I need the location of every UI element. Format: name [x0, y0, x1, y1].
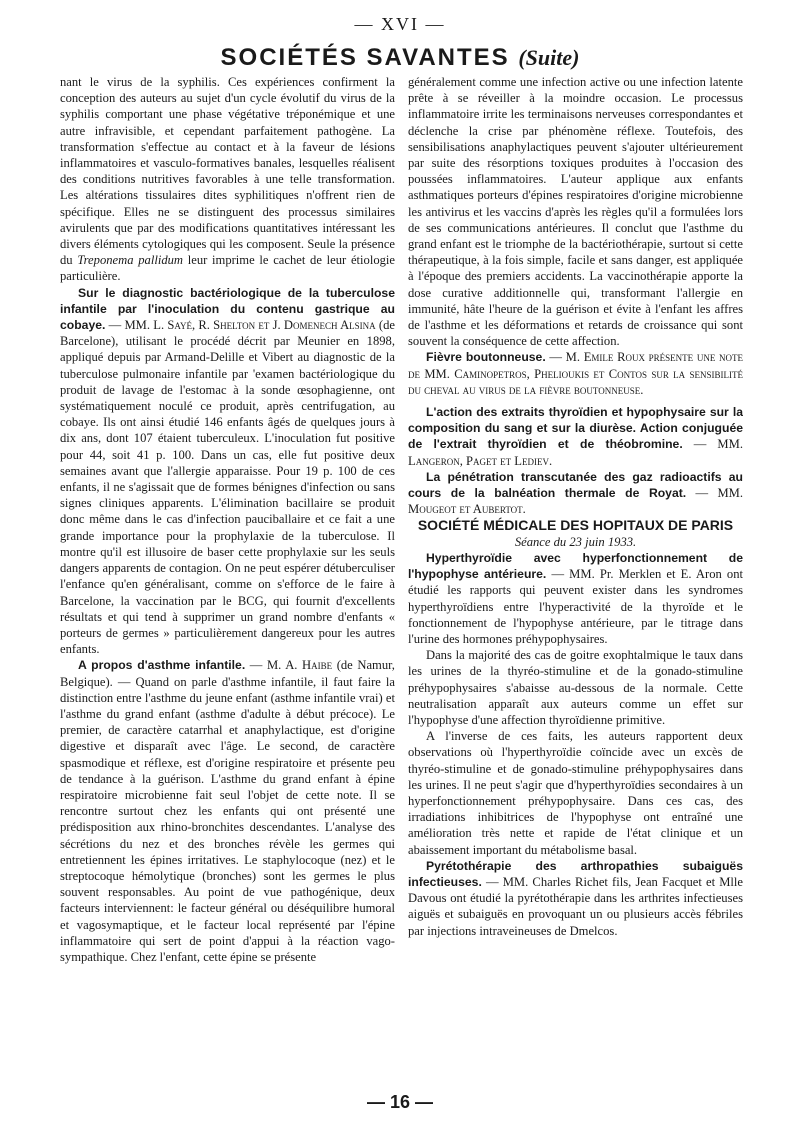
paragraph-pyretotherapie: Pyrétothérapie des arthropathies subaiguës infectieuses. — MM. Charles Richet fils, Jean Facquet et Mlle Davous ont étudié la pyrétothérapie dans les arthrites infectieuses aiguës et subaiguës en provoquant un ou plusieurs accès fébriles par injections intraveineuses de Dmelcos. — [408, 858, 743, 938]
paragraph-inverse: A l'inverse de ces faits, les auteurs rapportent deux observations où l'hyperthyroïdie coïncide avec un excès de thyréo-stimuline et de gonado-stimuline préhypophysaires dans les urines. Il ne peut s'agir que d'hyperthyroïdies secondaires à un hyperfonctionnement préhypophysaire. Dans ces cas, des irradiations inhibitrices de l'hypophyse ont entraîné une amélioration très nette et rapide de l'état clinique et un abaissement important du métabolisme basal. — [408, 729, 743, 857]
title-text: SOCIÉTÉS SAVANTES — [220, 44, 510, 71]
paragraph-thyroidien: L'action des extraits thyroïdien et hypophysaire sur la composition du sang et sur la diurèse. Action conjuguée de l'extrait thyroïdien et de théobromine. — MM. Langeron, Paget et Lediev. — [408, 405, 743, 468]
paragraph-hyperthyroidie: Hyperthyroïdie avec hyperfonctionnement de l'hypophyse antérieure. — MM. Pr. Merklen et E. Aron ont étudié les rapports qui peuvent exister dans les syndromes hyperthyroïdiens entre l'hyperactivité de la thyroïde et le fonctionnement de l'hypophyse antérieure, par le titrage dans l'urine des hormones préhypophysaires. — [408, 550, 743, 646]
paragraph-syphilis: nant le virus de la syphilis. Ces expériences confirment la conception des auteurs au sujet d'un cycle évolutif du virus de la syphilis comportant une phase végétative tréponémique et une autre infravisible, et cependant parfaitement pathogène. La transformation s'effectue au contact et à la faveur de lésions inflammatoires et vasculo-formatives banales, lesquelles réalisent des conditions nutritives favorables à une telle transformation. Les altérations tissulaires dites syphilitiques n'offrent rien de spécifique. Elles ne se distinguent des processus similaires avirulents que par des modifications quantitatives intéressant les divers éléments cytologiques qui les composent. Seule la présence du Treponema pallidum leur imprime le cachet de leur étiologie particulière. — [60, 75, 395, 284]
paragraph-tuberculose: Sur le diagnostic bactériologique de la tuberculose infantile par l'inoculation du contenu gastrique au cobaye. — MM. L. Sayé, R. Shelton et J. Domenech Alsina (de Barcelone), utilisant le procédé décrit par Meunier en 1898, appliqué depuis par Armand-Delille et Vibert au diagnostic de la tuberculose pulmonaire infantile par 'examen bactériologique du produit de lavage de l'estomac à la sonde œsophagienne, ont systématiquement noculé ce produit, après centrifugation, au cobaye. Ils ont ainsi étudié 146 enfants âgés de quelques jours à dix ans, dont 107 étaient tuberculeux. L'inoculation fut positive pour 44, soit 41 p. 100. Dans un cas, elle fut positive deux semaines avant que l'allergie apparaisse. Pour 19 p. 100 de ces enfants, il ne s'agissait que de formes bénignes d'infection ou sans signes cliniques apparents. L'élimination bacillaire se produit donc même dans le cas d'infection pauciballaire et ce fait a une grande importance pour la prophylaxie de la tuberculose. Il montre qu'il est illusoire de baser cette prophylaxie sur les seuls dangers apparents de contagion. On ne peut espérer détuberculiser l'enfance qu'en généralisant, comme on s'efforce de le faire à Barcelone, la vaccination par le BCG, qui fournit d'excellents résultats et qui tend à supprimer un grand nombre d'enfants « porteurs de germes » particulièrement dangereux pour les autres enfants. — [60, 285, 395, 657]
paragraph-asthme: A propos d'asthme infantile. — M. A. Haibe (de Namur, Belgique). — Quand on parle d'asthme infantile, il faut faire la distinction entre l'asthme du jeune enfant (asthme infantile vrai) et l'asthme du grand enfant (asthme d'adulte à début précoce). Le premier, de caractère catarrhal et anaphylactique, est d'origine digestive et disparaît avec l'âge. Le second, de caractère spasmodique et réflexe, est d'origine respiratoire et présente peu de tendance à la guérison. L'asthme du grand enfant à épine respiratoire microbienne fait seul l'objet de cette note. Il se rencontre surtout chez les enfants qui ont présenté une prédisposition aux rhino-bronchites descendantes. L'analyse des sécrétions du nez et des bronches révèle les germes qui entretiennent les épines irritatives. Le staphylocoque (nez) et le streptocoque hémolytique (bronches) sont les germes le plus souvent responsables. Au point de vue pathogénique, deux facteurs interviennent: le facteur général ou déséquilibre humoral et vagosymaptique, et le facteur local représenté par l'épine inflammatoire qui sert de point d'appui à la réaction vago-sympathique. Chez l'enfant, cette épine se présente — [60, 658, 395, 964]
page-number: — 16 — — [366, 1092, 434, 1112]
paragraph-goitre: Dans la majorité des cas de goitre exophtalmique le taux dans les urines de la thyréo-stimuline et de la gonado-stimuline préhypophysaires s'abaisse au-dessous de la normale. Cette neutralisation apparaît aux auteurs comme un effet sur l'hypophyse d'une affection thyroïdienne primitive. — [408, 648, 743, 727]
heading-tuberculose: Sur le diagnostic bactériologique de la tuberculose infantile par l'inoculation du contenu gastrique au cobaye. — [60, 285, 395, 333]
left-column — [60, 74, 395, 1084]
right-column — [408, 74, 743, 1084]
society-heading: SOCIÉTÉ MÉDICALE DES HOPITAUX DE PARIS — [417, 517, 734, 534]
heading-asthme: A propos d'asthme infantile. — [78, 658, 246, 673]
heading-thyroidien: L'action des extraits thyroïdien et hypophysaire sur la composition du sang et sur la diurèse. Action conjuguée de l'extrait thyroïdien et de théobromine. — [408, 405, 743, 452]
roman-page-number: — XVI — — [354, 14, 446, 34]
title-suite: (Suite) — [518, 45, 580, 70]
heading-hyperthyroidie: Hyperthyroïdie avec hyperfonctionnement de l'hypophyse antérieure. — [408, 550, 743, 582]
seance-date: Séance du 23 juin 1933. — [514, 534, 637, 549]
heading-pyretotherapie: Pyrétothérapie des arthropathies subaiguës infectieuses. — [408, 858, 743, 889]
heading-fievre: Fièvre boutonneuse. — [426, 350, 546, 365]
paragraph-fievre: Fièvre boutonneuse. — M. Emile Roux présente une note de MM. Caminopetros, Phelioukis et Contos sur la sensibilité du cheval au virus de la fièvre boutonneuse. — [408, 350, 743, 397]
heading-royat: La pénétration transcutanée des gaz radioactifs au cours de la balnéation thermale de Royat. — [408, 469, 743, 501]
paragraph-asthme-cont: généralement comme une infection active ou une infection latente prête à se réveiller à la moindre occasion. Le processus inflammatoire irrite les terminaisons nerveuses correspondantes et déclenche la crise par phénomène réflexe. Toutefois, des sensibilisations anaphylactiques peuvent s'ajouter ultérieurement par suite des résorptions toxiques produites à l'occasion des poussées inflammatoires. L'auteur applique aux enfants asthmatiques porteurs d'épines respiratoires d'origine microbienne les antivirus et les vaccins d'après les règles qu'il a formulées lors de ses communications antérieures. Il conclut que l'asthme du grand enfant est le triomphe de la bactériothérapie, surtout si cette thérapeutique, à la fois simple, facile et sans danger, est appliquée à l'époque des premiers accidents. La vaccinothérapie apporte la dose curative additionnelle qui, transformant l'allergie en immunité, hâte l'heure de la guérison et évite à l'enfant les affres de l'asthme et les déformations et retards de croissance qui sont souvent la conséquence de cette affection. — [408, 75, 743, 349]
page-title — [0, 44, 800, 72]
paragraph-royat: La pénétration transcutanée des gaz radioactifs au cours de la balnéation thermale de Royat. — MM. Mougeot et Aubertot. — [408, 469, 743, 517]
